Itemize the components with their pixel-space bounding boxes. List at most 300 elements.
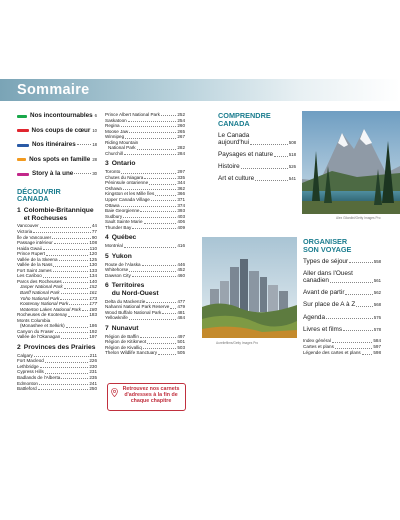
region-name-line1: Ontario xyxy=(111,160,136,168)
small-entry-label: Cartes et plans xyxy=(303,343,334,349)
toc-entry-page: 477 xyxy=(177,298,185,304)
region-number: 2 xyxy=(17,343,21,351)
section-entry-label: Livres et films xyxy=(303,325,343,333)
toc-entry[interactable] xyxy=(105,243,185,249)
toc-entry-page: 110 xyxy=(89,245,97,251)
section-entry[interactable] xyxy=(303,326,381,334)
small-entry-page: 584 xyxy=(373,337,381,343)
toc-entry-page: 180 xyxy=(89,306,97,312)
toc-entry-label: Passage intérieur xyxy=(17,240,53,246)
highlight-color-bar xyxy=(17,115,27,118)
toc-entry-page: 497 xyxy=(177,333,185,339)
toc-leader xyxy=(59,260,89,261)
toc-entry-label: Thelon Wildlife Sanctuary xyxy=(105,350,158,356)
toc-entry-label: Battleford xyxy=(17,386,37,392)
toc-leader xyxy=(147,343,176,344)
region-heading xyxy=(105,282,185,297)
toc-entry-page: 505 xyxy=(177,350,185,356)
toc-entry-label: Parcs des Rocheuses xyxy=(17,278,62,284)
region-name-line1: Québec xyxy=(111,234,137,242)
section-entry-label-line1: Aller dans l'Ouest xyxy=(303,269,353,277)
section-entry-label: Paysages et nature xyxy=(218,151,274,159)
toc-entry-page: 335 xyxy=(177,174,185,180)
toc-entry-page: 481 xyxy=(177,309,185,315)
toc-leader xyxy=(132,276,177,277)
toc-leader xyxy=(274,156,288,157)
toc-entry-page: 371 xyxy=(177,197,185,203)
toc-leader xyxy=(146,302,176,303)
toc-leader xyxy=(250,144,288,145)
highlight-page: 28 xyxy=(92,156,97,162)
toc-leader xyxy=(158,354,176,355)
section-entry-page: 561 xyxy=(373,278,381,284)
mountain-lake-photo xyxy=(302,111,400,214)
toc-entry-page: 501 xyxy=(177,339,185,345)
toc-entry-label: National Park xyxy=(108,145,136,151)
region-heading xyxy=(105,325,185,332)
section-entry-row xyxy=(303,289,381,297)
toc-entry-page: 460 xyxy=(177,272,185,278)
toc-entry-page: 192 xyxy=(89,328,97,334)
toc-leader xyxy=(68,316,88,317)
section-entry-label-line2: canadien xyxy=(303,277,329,285)
toc-leader xyxy=(362,354,373,355)
toc-entry-label: Ottawa xyxy=(105,202,120,208)
toc-leader xyxy=(170,308,176,309)
toc-leader xyxy=(53,266,88,267)
organize-heading-line1: ORGANISER xyxy=(303,237,348,246)
toc-entry-label: Vallée de la Nass xyxy=(17,262,53,268)
region-name-line1: Territoires xyxy=(111,282,145,290)
region-number: 7 xyxy=(105,324,109,332)
toc-entry-page: 362 xyxy=(177,185,185,191)
region-name-line1: Provinces des Prairies xyxy=(23,343,96,351)
toc-entry-page: 406 xyxy=(177,219,185,225)
toc-entry[interactable] xyxy=(17,386,97,392)
toc-entry-label: Nahanni National Park Reserve xyxy=(105,304,170,310)
toc-leader xyxy=(356,306,373,307)
region-block xyxy=(105,234,185,248)
toc-leader xyxy=(54,243,89,244)
toc-entry-label: Saskatoon xyxy=(105,117,127,123)
toc-entry-page: 183 xyxy=(89,312,97,318)
section-entry-page: 558 xyxy=(373,258,381,264)
title-bar xyxy=(0,79,400,101)
toc-leader xyxy=(155,195,176,196)
toc-leader xyxy=(326,318,373,319)
toc-entry[interactable] xyxy=(105,350,185,356)
section-entry[interactable] xyxy=(218,163,296,171)
section-entry-page: 568 xyxy=(373,302,381,308)
highlight-page: 10 xyxy=(92,127,97,133)
section-entry[interactable] xyxy=(303,301,381,309)
region-entries xyxy=(105,262,185,279)
highlight-label: Story à la une xyxy=(32,170,74,178)
section-entry-page: 518 xyxy=(288,152,296,158)
toc-entry-label: Moose Jaw xyxy=(105,128,129,134)
region-number: 5 xyxy=(105,252,109,260)
toc-entry-label: Delta du Mackenzie xyxy=(105,298,146,304)
toc-entry-page: 108 xyxy=(89,240,97,246)
region-name xyxy=(112,253,132,260)
region-name xyxy=(112,325,139,332)
discover-heading-line2: CANADA xyxy=(17,194,49,204)
toc-entry-label: Yoho National Park xyxy=(20,295,60,301)
section-entry-page: 562 xyxy=(373,290,381,296)
toc-entry-page: 231 xyxy=(89,369,97,375)
region-number: 1 xyxy=(17,207,21,215)
toc-entry-label: Haida Gwaii xyxy=(17,245,42,251)
region-heading xyxy=(105,160,185,167)
toc-entry-page: 267 xyxy=(177,134,185,140)
region-entries xyxy=(105,299,185,321)
map-pin-icon xyxy=(111,388,118,397)
section-entry-row xyxy=(303,314,381,322)
toc-entry-label: Toronto xyxy=(105,169,121,175)
highlight-entry[interactable] xyxy=(17,109,97,124)
region-block xyxy=(105,282,185,321)
highlight-page: 6 xyxy=(94,113,97,119)
toc-entry-label: Région de Kivalliq xyxy=(105,344,142,350)
toc-leader xyxy=(129,319,177,320)
toc-leader xyxy=(34,356,89,357)
toc-entry-label: Banff National Park xyxy=(20,289,60,295)
toc-leader xyxy=(140,211,176,212)
toc-entry-page: 282 xyxy=(177,145,185,151)
toc-entry-label: Whitehorse xyxy=(105,267,129,273)
small-entry[interactable] xyxy=(303,350,381,356)
section-entry[interactable] xyxy=(218,132,296,147)
toc-leader xyxy=(128,121,177,122)
toc-leader xyxy=(121,126,177,127)
section-entry-row xyxy=(218,151,296,159)
toc-leader xyxy=(45,362,89,363)
toc-entry[interactable] xyxy=(105,315,185,321)
left-column xyxy=(17,109,97,392)
toc-leader xyxy=(53,271,89,272)
small-entry-page: 598 xyxy=(373,349,381,355)
toc-entry-page: 77 xyxy=(91,228,97,234)
toc-entry-label: Kootenay National Park xyxy=(20,301,69,307)
toc-leader xyxy=(140,337,176,338)
region-entries xyxy=(105,334,185,356)
region-name xyxy=(24,207,94,222)
section-entry-label-line1: Le Canada xyxy=(218,131,250,139)
toc-entry-page: 366 xyxy=(177,191,185,197)
highlight-entry[interactable] xyxy=(17,167,97,182)
region-name-line1: Nunavut xyxy=(111,324,139,332)
toc-leader xyxy=(129,271,176,272)
toc-entry-page: 161 xyxy=(89,289,97,295)
highlight-page: 30 xyxy=(92,171,97,177)
toc-entry-page: 197 xyxy=(89,334,97,340)
toc-entry-page: 403 xyxy=(177,213,185,219)
toc-leader xyxy=(82,310,88,311)
toc-leader xyxy=(63,282,89,283)
toc-entry-label: Région de Kitikmeot xyxy=(105,339,147,345)
toc-entry-label: Vallée de l'Okanagan xyxy=(17,334,61,340)
section-entry-page: 526 xyxy=(288,164,296,170)
organize-section xyxy=(303,238,381,356)
toc-leader xyxy=(332,342,372,343)
region-name xyxy=(112,234,137,241)
toc-entry[interactable] xyxy=(105,273,185,279)
section-entry-label: Sur place de A à Z xyxy=(303,301,356,309)
toc-entry-label: Badlands de l'Alberta xyxy=(17,374,61,380)
region-block xyxy=(105,253,185,279)
understand-heading xyxy=(218,112,296,128)
toc-entry-label: Calgary xyxy=(17,352,33,358)
highlight-label: Nos incontournables xyxy=(30,112,93,120)
toc-leader xyxy=(349,262,373,263)
toc-entry-label: Montréal xyxy=(105,243,123,249)
toc-leader xyxy=(343,330,373,331)
toc-leader xyxy=(144,178,176,179)
toc-entry-label: Dawson City xyxy=(105,272,131,278)
toc-entry-page: 226 xyxy=(89,358,97,364)
toc-entry-label: Région de Baffin xyxy=(105,333,139,339)
section-entry[interactable] xyxy=(218,151,296,159)
section-entry-label-line2: aujourd'hui xyxy=(218,139,250,147)
toc-leader xyxy=(330,282,373,283)
region-block xyxy=(105,325,185,356)
toc-entry-page: 416 xyxy=(177,243,185,249)
toc-leader xyxy=(52,238,91,239)
toc-entry-label: Regina xyxy=(105,123,120,129)
toc-leader xyxy=(33,232,91,233)
toc-entry-label: Upper Canada Village xyxy=(105,197,150,203)
toc-leader xyxy=(38,389,89,390)
toc-leader xyxy=(61,378,88,379)
toc-entry-page: 173 xyxy=(89,295,97,301)
toc-leader xyxy=(123,217,176,218)
toc-entry-label: Fort Macleod xyxy=(17,358,44,364)
highlight-entry[interactable] xyxy=(17,124,97,139)
section-entry-page: 508 xyxy=(288,140,296,146)
toc-entry-page: 125 xyxy=(89,256,97,262)
discover-heading xyxy=(17,188,97,204)
section-entry-row xyxy=(218,139,296,147)
toc-entry-label: Monts Columbia xyxy=(17,317,51,323)
toc-entry-page: 230 xyxy=(89,363,97,369)
section-entry-row xyxy=(303,301,381,309)
middle-top-entries xyxy=(105,112,185,156)
toc-entry-page: 393 xyxy=(177,208,185,214)
toc-entry-label: Prince Albert National Park xyxy=(105,112,160,117)
toc-entry-label: Edmonton xyxy=(17,380,38,386)
toc-leader xyxy=(61,338,88,339)
small-entry-label: Légende des cartes et plans xyxy=(303,349,361,355)
toc-leader xyxy=(161,115,176,116)
section-entry[interactable] xyxy=(303,314,381,322)
section-entry[interactable] xyxy=(303,289,381,297)
toc-entry-page: 134 xyxy=(89,273,97,279)
understand-section xyxy=(218,112,296,188)
toc-leader xyxy=(162,313,176,314)
toc-entry-page: 177 xyxy=(89,301,97,307)
highlight-page: 18 xyxy=(92,142,97,148)
section-entry[interactable] xyxy=(303,258,381,266)
toc-entry-page: 254 xyxy=(177,117,185,123)
understand-heading-line1: COMPRENDRE xyxy=(218,111,271,120)
callout-text: Retrouvez nos carnets d'adresses à la fin de chaque chapitre xyxy=(122,386,180,405)
toc-leader xyxy=(39,384,88,385)
region-heading xyxy=(17,207,97,222)
section-entry-label: Agenda xyxy=(303,313,326,321)
section-entry-label: Art et culture xyxy=(218,175,255,183)
understand-heading-line2: CANADA xyxy=(218,118,250,128)
region-name xyxy=(112,282,159,297)
toc-entry-page: 297 xyxy=(177,169,185,175)
toc-entry-page: 479 xyxy=(177,304,185,310)
toc-entry-label: Chutes du Niagara xyxy=(105,174,144,180)
section-entry[interactable] xyxy=(303,270,381,285)
toc-leader xyxy=(43,277,89,278)
toc-leader xyxy=(241,168,288,169)
highlight-color-bar xyxy=(17,129,29,132)
highlight-label: Nos coups de cœur xyxy=(31,126,91,134)
toc-entry-page: 446 xyxy=(177,261,185,267)
region-name-line2: du Nord-Ouest xyxy=(111,289,159,297)
region-number: 6 xyxy=(105,282,109,290)
toc-leader xyxy=(142,265,177,266)
highlights-list xyxy=(17,109,97,182)
toc-leader xyxy=(132,228,176,229)
section-entry-row xyxy=(303,277,381,285)
toc-entry-label: Thunder Bay xyxy=(105,224,132,230)
toc-leader xyxy=(149,184,176,185)
small-entry-label: Index général xyxy=(303,337,331,343)
toc-entry-label: Kingston et les Mille Îles xyxy=(105,191,155,197)
toc-entry-page: 152 xyxy=(89,284,97,290)
toc-entry-label: Victoria xyxy=(17,228,33,234)
toc-leader xyxy=(345,294,372,295)
discover-heading-line1: DÉCOUVRIR xyxy=(17,186,61,196)
toc-entry-label: Sudbury xyxy=(105,213,123,219)
toc-entry-label: Baie Georgienne xyxy=(105,208,140,214)
highlight-color-bar xyxy=(17,158,26,161)
toc-entry-label: Oshawa xyxy=(105,185,122,191)
section-entry-label: Avant de partir xyxy=(303,289,345,297)
middle-column xyxy=(105,112,185,356)
toc-leader xyxy=(77,144,92,145)
region-entries xyxy=(17,223,97,339)
toc-leader xyxy=(137,149,177,150)
highlight-label: Nos itinéraires xyxy=(32,141,76,149)
toc-entry-page: 211 xyxy=(89,352,97,358)
toc-entry-page: 235 xyxy=(89,374,97,380)
city-skyline-image xyxy=(202,237,297,338)
region-entries xyxy=(105,243,185,249)
highlight-color-bar xyxy=(17,173,29,176)
toc-entry-label: Waterton Lakes National Park xyxy=(20,306,81,312)
toc-leader xyxy=(143,348,177,349)
region-name xyxy=(112,160,136,167)
address-callout xyxy=(107,383,186,411)
toc-leader xyxy=(129,132,176,133)
toc-entry-page: 409 xyxy=(177,224,185,230)
highlight-label: Nos spots en famille xyxy=(29,155,91,163)
toc-leader xyxy=(125,138,176,139)
toc-entry[interactable] xyxy=(105,151,185,157)
section-entry-row xyxy=(303,326,381,334)
region-block xyxy=(105,160,185,230)
mountain-lake-image xyxy=(302,111,400,214)
section-entry-page: 578 xyxy=(373,326,381,332)
toc-leader xyxy=(40,367,89,368)
toc-entry-label: (Monashee et Selkirk) xyxy=(20,323,65,329)
toc-entry-page: 503 xyxy=(177,344,185,350)
toc-entry[interactable] xyxy=(17,334,97,340)
page-title: Sommaire xyxy=(17,82,90,98)
photo-credit-2: Aureliefilms/Getty Images Pro xyxy=(216,341,259,345)
toc-leader xyxy=(121,173,176,174)
organize-heading-line2: SON VOYAGE xyxy=(303,244,352,254)
toc-entry-page: 130 xyxy=(89,262,97,268)
region-heading xyxy=(105,234,185,241)
region-name-line1: Colombie-Britannique xyxy=(23,207,94,215)
organize-heading xyxy=(303,238,381,254)
toc-leader xyxy=(124,247,176,248)
toc-leader xyxy=(255,180,288,181)
section-entry-row xyxy=(218,163,296,171)
toc-entry-label: Rocheuses de Kootenay xyxy=(17,312,68,318)
highlight-entry[interactable] xyxy=(17,153,97,168)
toc-entry-page: 374 xyxy=(177,202,185,208)
toc-entry-page: 250 xyxy=(89,386,97,392)
organize-small-list xyxy=(303,338,381,356)
region-number: 3 xyxy=(105,160,109,168)
toc-entry-label: Route de l'Alaska xyxy=(105,261,141,267)
toc-leader xyxy=(61,293,89,294)
toc-entry-label: Fort Saint James xyxy=(17,267,52,273)
region-name xyxy=(24,344,96,351)
toc-entry-page: 260 xyxy=(177,123,185,129)
toc-entry-label: Vallée de la Skeena xyxy=(17,256,58,262)
toc-entry-page: 344 xyxy=(177,180,185,186)
section-entry-label: Histoire xyxy=(218,163,240,171)
section-entry[interactable] xyxy=(218,175,296,183)
toc-leader xyxy=(60,299,88,300)
section-entry-page: 576 xyxy=(373,314,381,320)
toc-entry-label: Vancouver xyxy=(17,223,39,229)
toc-entry-page: 265 xyxy=(177,128,185,134)
understand-list xyxy=(218,132,296,183)
toc-leader xyxy=(66,327,89,328)
middle-regions xyxy=(105,160,185,356)
toc-entry-label: Riding Mountain xyxy=(105,139,139,145)
toc-entry-label: Les Cariboo xyxy=(17,273,42,279)
toc-entry[interactable] xyxy=(105,225,185,231)
toc-entry-label: Île de Vancouver xyxy=(17,234,52,240)
toc-leader xyxy=(74,173,91,174)
toc-leader xyxy=(124,154,176,155)
toc-entry-page: 452 xyxy=(177,267,185,273)
section-entry-label: Types de séjour xyxy=(303,257,349,265)
region-block xyxy=(17,207,97,340)
small-entry-page: 597 xyxy=(373,343,381,349)
highlight-entry[interactable] xyxy=(17,138,97,153)
toc-leader xyxy=(121,206,177,207)
toc-entry-label: Churchill xyxy=(105,150,123,156)
toc-entry-page: 120 xyxy=(89,251,97,257)
toc-entry-label: Cypress Hills xyxy=(17,369,44,375)
toc-leader xyxy=(45,373,89,374)
region-number: 4 xyxy=(105,234,109,242)
region-entries xyxy=(105,169,185,230)
toc-entry-label: Jasper National Park xyxy=(20,284,63,290)
toc-entry-page: 484 xyxy=(177,315,185,321)
